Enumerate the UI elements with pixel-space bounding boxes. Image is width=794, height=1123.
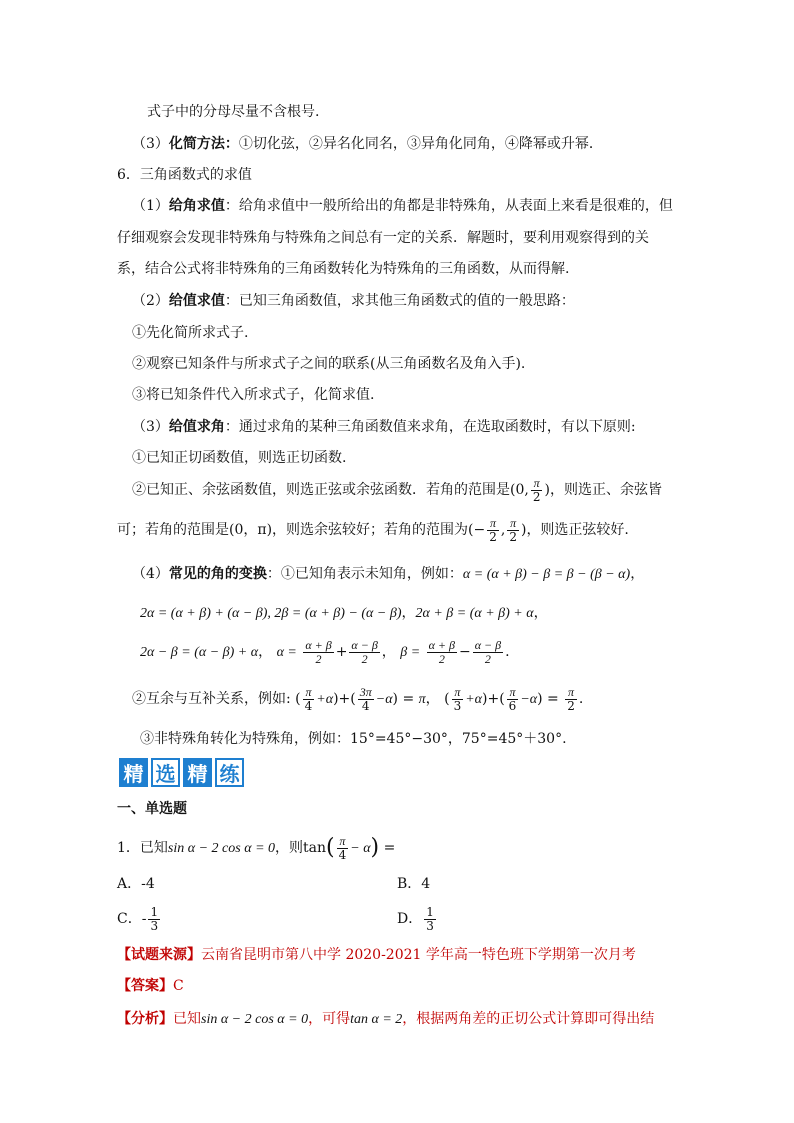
question-answer: 【答案】C [117,978,184,994]
text-line-6: 系，结合公式将非特殊角的三角函数转化为特殊角的三角函数，从而得解. [117,261,570,277]
section-title-single-choice: 一、单选题 [117,801,187,817]
text-line-5: 仔细观察会发现非特殊角与特殊角之间总有一定的关系．解题时，要利用观察得到的关 [117,230,649,246]
text-line-13: ②已知正、余弦函数值，则选正弦或余弦函数．若角的范围是(0, $\frac{\pi}{2}$ )，则选正、余弦皆 [132,475,662,504]
text-line-7: （2）给值求值：已知三角函数值，求其他三角函数式的值的一般思路： [132,293,575,309]
text-line-1: 式子中的分母尽量不含根号. [147,104,320,120]
question-1: 1．已知sin α − 2 cos α = 0，则tan( $\frac{\pi}{4}$ − α) = [117,833,396,862]
option-c: C．- $\frac{1}{3}$ [117,904,159,933]
question-source: 【试题来源】云南省昆明市第八中学 2020-2021 学年高一特色班下学期第一次月考 [117,947,636,963]
text-line-10: ③将已知条件代入所求式子，化简求值. [132,387,375,403]
formula-line-17: 2α − β = (α − β) + α， α = $\frac{\alpha + \beta}{2}$ + $\frac{\alpha - \beta}{2}$ ， β = $\frac{\alpha + \beta}{2}$ − $\frac{\alpha - \beta}{2}$ . [140,637,510,666]
text-line-8: ①先化简所求式子. [132,325,249,341]
badge-xuan: 选 [151,758,180,787]
text-line-18: ②互余与互补关系，例如: ( $\frac{\pi}{4}$ +α)+( $\frac{3\pi}{4}$ −α) = π， ( $\frac{\pi}{3}$ +α)+( $\frac{\pi}{6}$ −α) = $\frac{\pi}{2}$ . [132,684,584,713]
option-a: A．-4 [117,876,155,892]
text-line-14: 可；若角的范围是(0，π)，则选余弦较好；若角的范围为(− $\frac{\pi}{2}$ , $\frac{\pi}{2}$ )，则选正弦较好. [117,515,629,544]
text-line-9: ②观察已知条件与所求式子之间的联系(从三角函数名及角入手). [132,356,526,372]
text-line-12: ①已知正切函数值，则选正切函数. [132,450,347,466]
text-line-11: （3）给值求角：通过求角的某种三角函数值来求角，在选取函数时，有以下原则: [132,419,636,435]
text-line-15: （4）常见的角的变换：①已知角表示未知角，例如：α = (α + β) − β = β − (β − α)， [132,566,645,582]
badge-jing-1: 精 [119,758,148,787]
badge-jing-2: 精 [183,758,212,787]
section-heading-6: 6．三角函数式的求值 [117,167,252,183]
badge-lian: 练 [215,758,244,787]
question-analysis: 【分析】已知sin α − 2 cos α = 0，可得tan α = 2，根据两角差的正切公式计算即可得出结 [117,1011,655,1027]
text-line-19: ③非特殊角转化为特殊角，例如：15°=45°−30°，75°=45°＋30°. [140,731,567,747]
text-line-2: （3）化简方法：①切化弦，②异名化同名，③异角化同角，④降幂或升幂． [132,136,603,152]
option-b: B．4 [397,876,431,892]
option-d: D． $\frac{1}{3}$ [397,904,434,933]
text-line-4: （1）给角求值：给角求值中一般所给出的角都是非特殊角，从表面上来看是很难的，但 [132,198,673,214]
formula-line-16: 2α = (α + β) + (α − β), 2β = (α + β) − (α − β)，2α + β = (α + β) + α， [140,606,548,621]
